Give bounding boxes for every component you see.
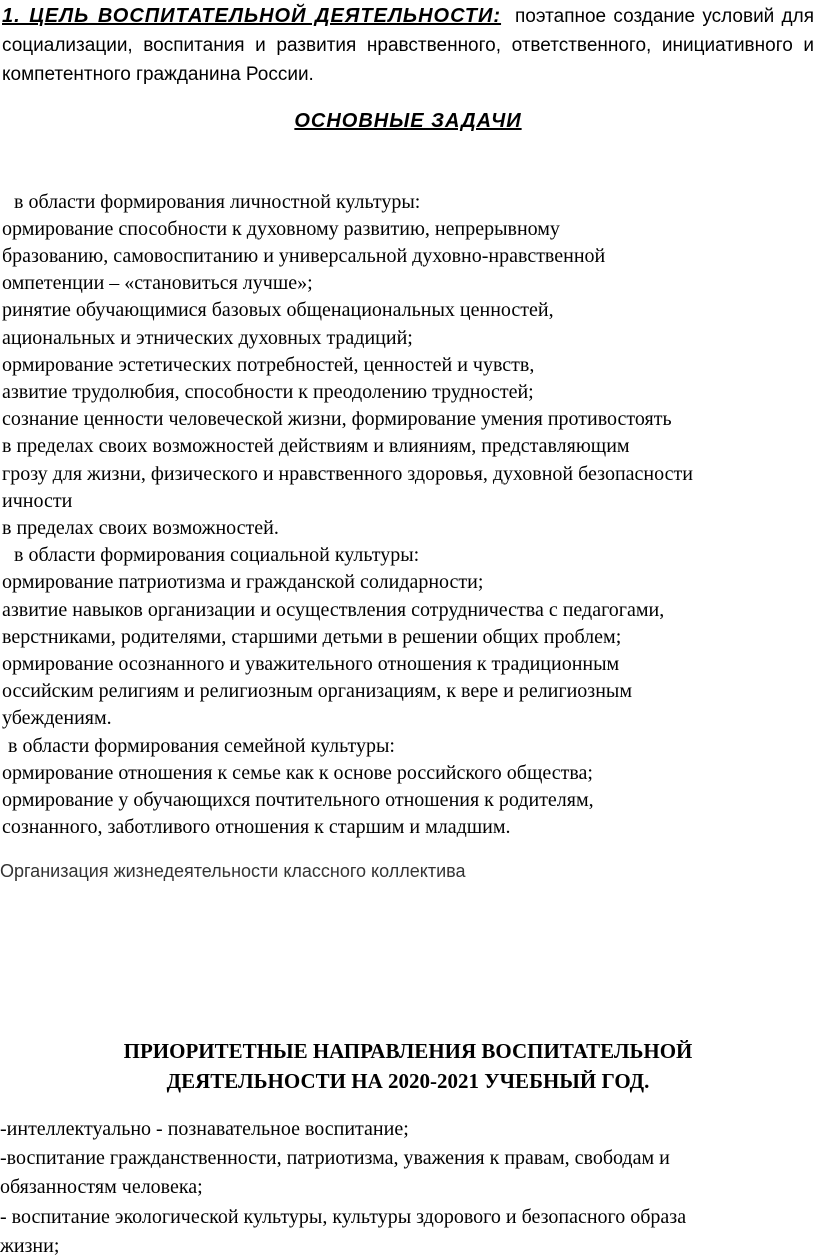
task-line: бразованию, самовоспитанию и универсальной духовно-нравственной — [2, 245, 606, 267]
task-section-heading: в области формирования социальной культуры: — [14, 544, 420, 566]
task-line: ормирование патриотизма и гражданской солидарности; — [2, 571, 484, 593]
priorities-title-line: ДЕЯТЕЛЬНОСТИ НА 2020-2021 УЧЕБНЫЙ ГОД. — [166, 1069, 650, 1093]
tasks-title: ОСНОВНЫЕ ЗАДАЧИ — [294, 110, 522, 132]
task-line: верстниками, родителями, старшими детьми в решении общих проблем; — [2, 626, 622, 648]
task-line: ормирование осознанного и уважительного отношения к традиционным — [2, 653, 620, 675]
priorities-title-line: ПРИОРИТЕТНЫЕ НАПРАВЛЕНИЯ ВОСПИТАТЕЛЬНОЙ — [123, 1039, 693, 1063]
task-line: ормирование отношения к семье как к основе российского общества; — [2, 762, 593, 784]
goal-heading: 1. ЦЕЛЬ ВОСПИТАТЕЛЬНОЙ ДЕЯТЕЛЬНОСТИ: — [2, 5, 502, 27]
task-line: ормирование у обучающихся почтительного отношения к родителям, — [2, 789, 594, 811]
task-line: ормирование способности к духовному развитию, непрерывному — [2, 218, 560, 240]
task-line: сознанного, заботливого отношения к старшим и младшим. — [2, 816, 511, 838]
task-line: азвитие навыков организации и осуществления сотрудничества с педагогами, — [2, 599, 665, 621]
task-line: грозу для жизни, физического и нравственного здоровья, духовной безопасности — [2, 463, 693, 485]
task-line: оссийским религиям и религиозным организациям, к вере и религиозным — [2, 680, 632, 702]
task-line: азвитие трудолюбия, способности к преодолению трудностей; — [2, 381, 534, 403]
goal-paragraph — [2, 2, 814, 89]
task-line: сознание ценности человеческой жизни, формирование умения противостоять — [2, 408, 672, 430]
priority-line: жизни; — [0, 1235, 60, 1257]
organization-line: Организация жизнедеятельности классного коллектива — [0, 861, 466, 881]
task-line: в пределах своих возможностей действиям и влияниям, представляющим — [2, 435, 630, 457]
task-line: ичности — [2, 490, 73, 512]
priority-line: -интеллектуально - познавательное воспитание; — [0, 1118, 409, 1140]
priority-line: обязанностям человека; — [0, 1176, 203, 1198]
task-line: в пределах своих возможностей. — [2, 517, 279, 539]
task-section-heading: в области формирования личностной культуры: — [14, 191, 421, 213]
priority-line: -воспитание гражданственности, патриотизма, уважения к правам, свободам и — [0, 1147, 670, 1169]
task-line: омпетенции – «становиться лучше»; — [2, 272, 313, 294]
task-line: ринятие обучающимися базовых общенациональных ценностей, — [2, 299, 554, 321]
task-section-heading: в области формирования семейной культуры: — [8, 735, 395, 757]
task-line: ациональных и этнических духовных традиций; — [2, 327, 413, 349]
priorities-title — [0, 1036, 816, 1096]
goal-text: поэтапное создание условий для социализации, воспитания и развития нравственного, ответственного, инициативного и компетентного гражданина России. — [2, 6, 815, 85]
priority-line: - воспитание экологической культуры, культуры здорового и безопасного образа — [0, 1206, 687, 1228]
task-line: ормирование эстетических потребностей, ценностей и чувств, — [2, 354, 535, 376]
task-line: убеждениям. — [2, 707, 112, 729]
